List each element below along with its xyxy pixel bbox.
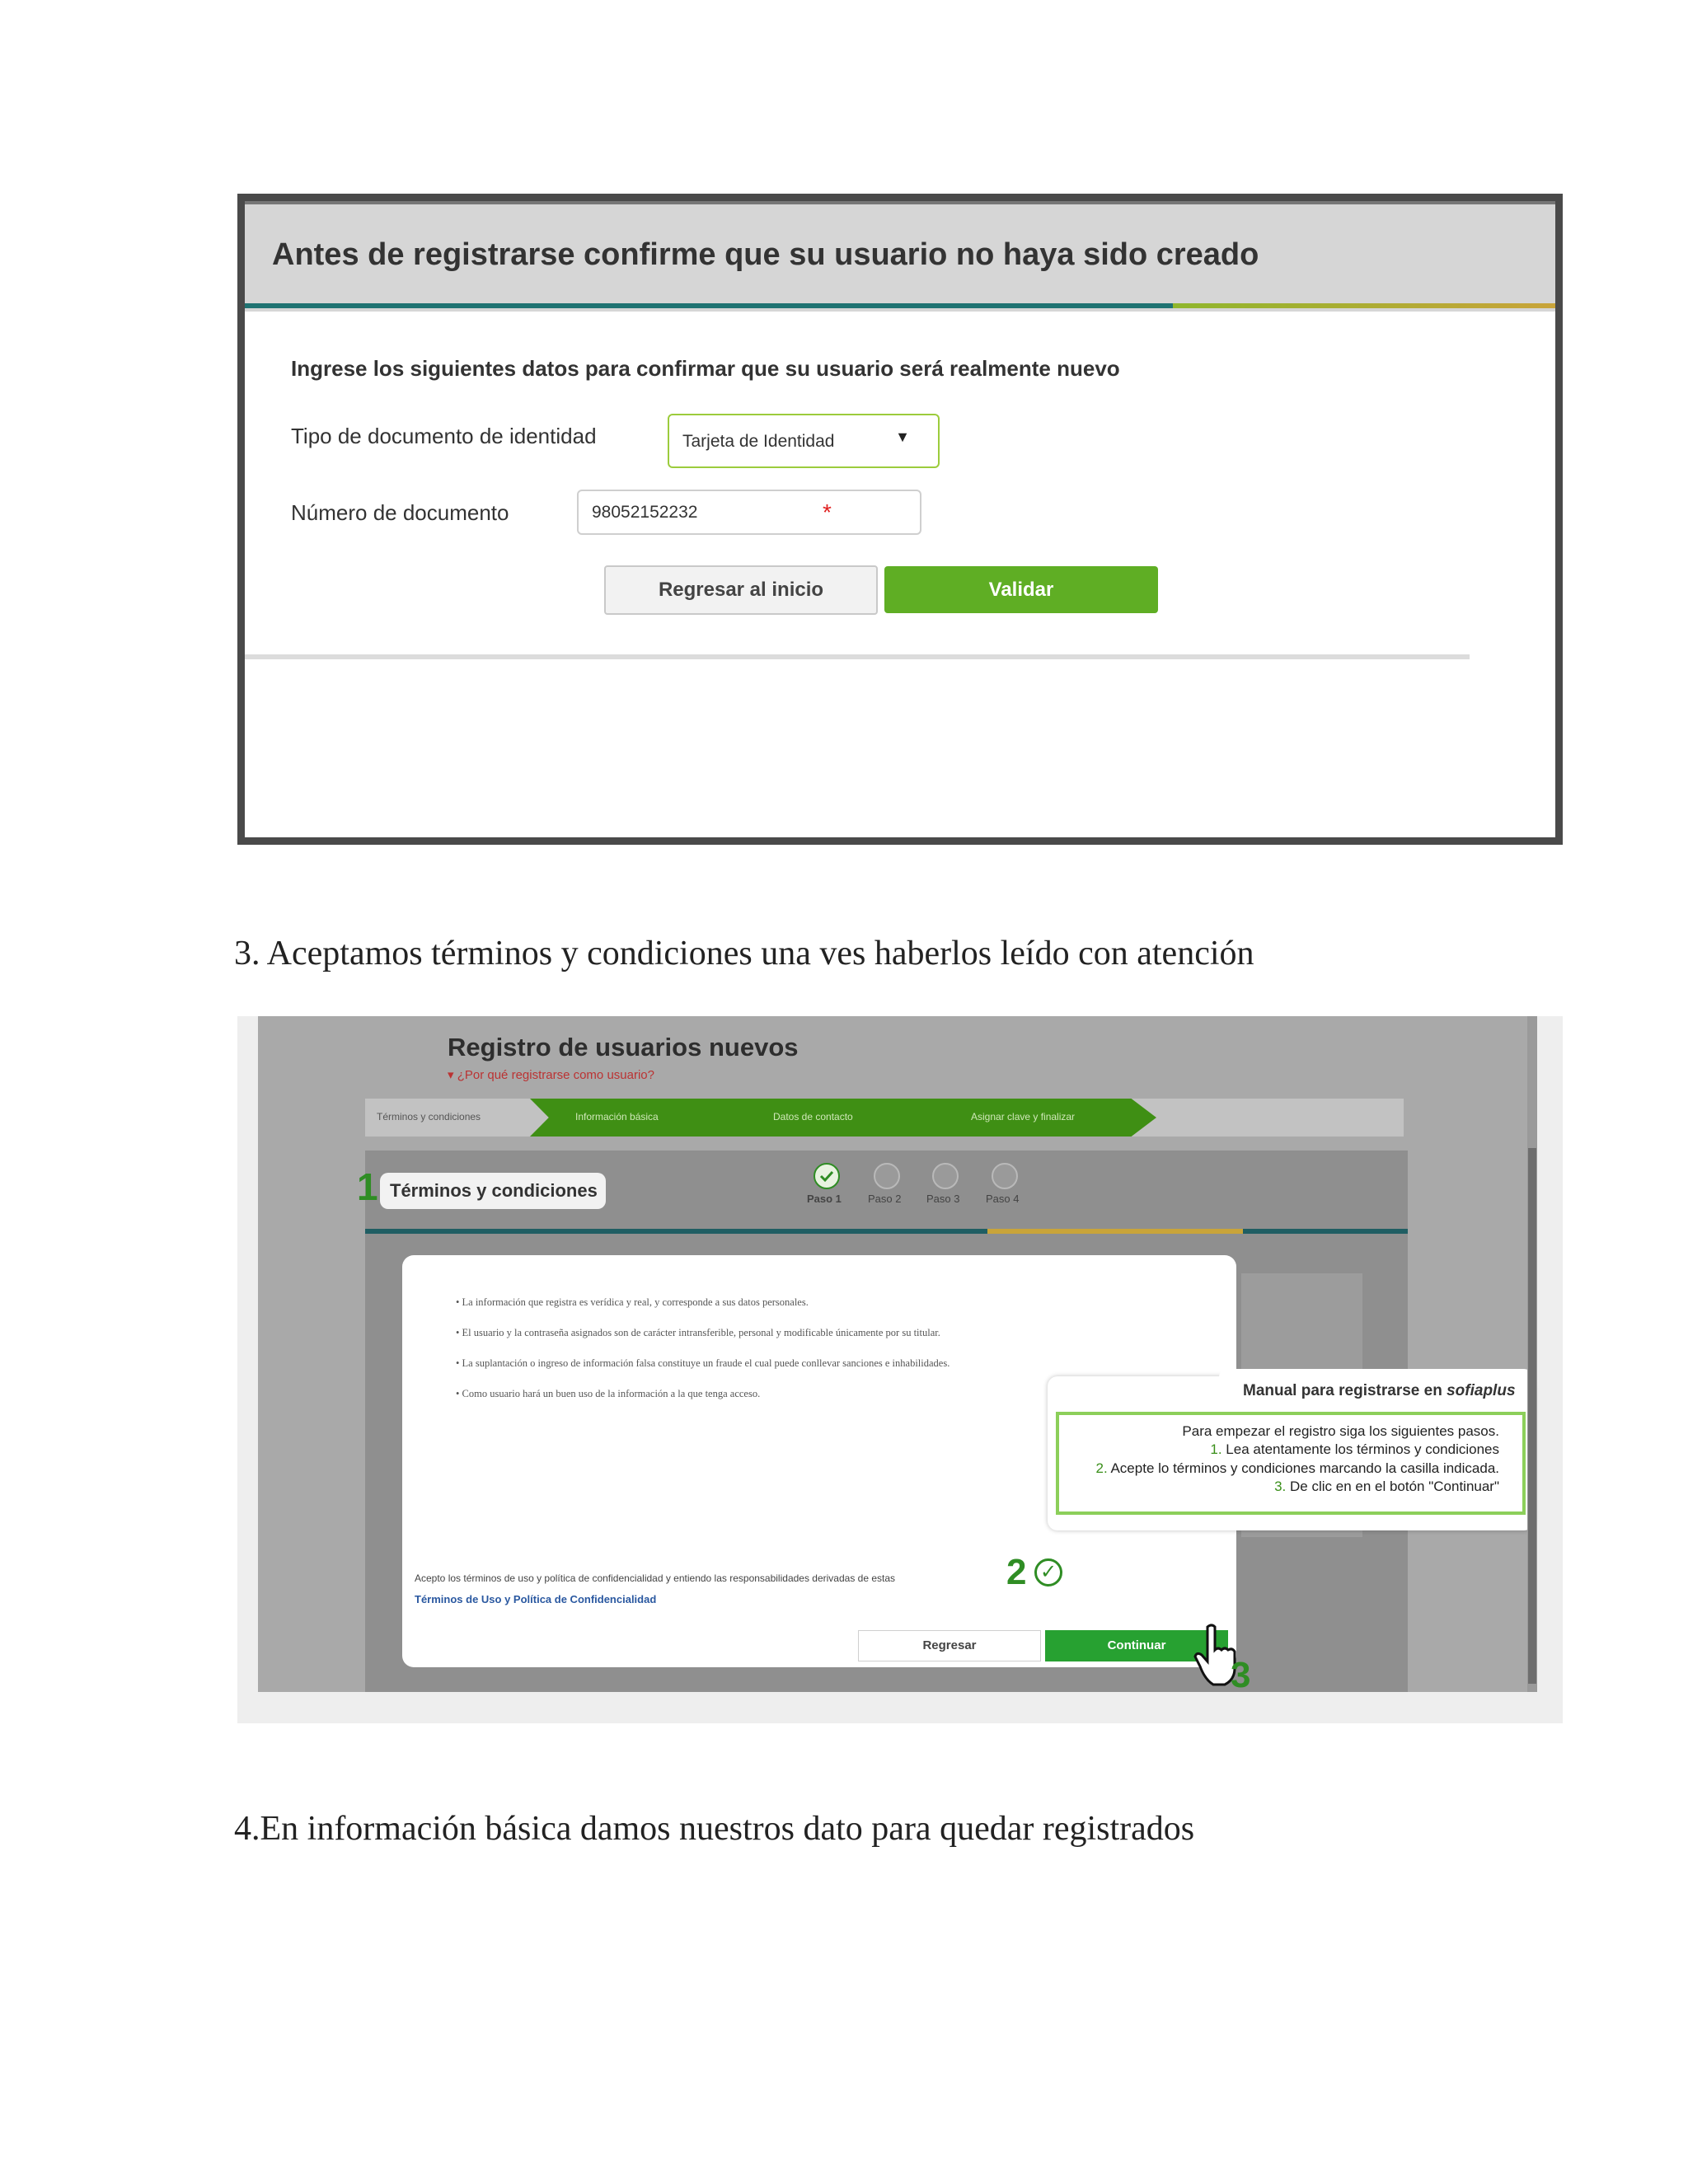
section-title: Términos y condiciones [380, 1173, 606, 1209]
step-label: Asignar clave y finalizar [971, 1111, 1076, 1122]
form-subtitle: Ingrese los siguientes datos para confirmar que su usuario será realmente nuevo [291, 356, 1120, 381]
doc-type-select[interactable] [668, 414, 940, 468]
step-circle-icon [932, 1163, 959, 1189]
header-accent-line-gold [1173, 303, 1555, 308]
terms-bullet: • Como usuario hará un buen uso de la información a la que tenga acceso. [456, 1388, 761, 1399]
doc-number-label: Número de documento [291, 500, 509, 525]
back-to-start-button[interactable]: Regresar al inicio [604, 565, 878, 615]
panel-accent-line-gold [987, 1229, 1243, 1234]
manual-step: 1. Lea atentamente los términos y condiciones [1210, 1441, 1499, 1457]
doc-number-input[interactable] [577, 490, 921, 535]
accept-terms-text: Acepto los términos de uso y política de confidencialidad y entiendo las responsabilidades derivadas de estas [415, 1572, 896, 1584]
screenshot-frame [258, 1016, 1537, 1695]
dropdown-arrow-icon: ▼ [895, 429, 910, 445]
terms-bullet: • La suplantación o ingreso de información falsa constituye un fraude el cual puede conllevar sanciones e inhabilidades. [456, 1357, 950, 1369]
back-button[interactable]: Regresar [858, 1630, 1041, 1661]
doc-type-label: Tipo de documento de identidad [291, 424, 597, 448]
terms-bullet: • El usuario y la contraseña asignados son de carácter intransferible, personal y modificable únicamente por su titular. [456, 1327, 940, 1338]
step-progress-bar [365, 1099, 1404, 1137]
manual-title: Manual para registrarse en sofiaplus [1243, 1382, 1516, 1399]
terms-screenshot [237, 1016, 1563, 1723]
form-header-title: Antes de registrarse confirme que su usuario no haya sido creado [272, 237, 1259, 272]
manual-step: 2. Acepte lo términos y condiciones marcando la casilla indicada. [1095, 1460, 1499, 1476]
why-register-link[interactable]: ▾ ¿Por qué registrarse como usuario? [448, 1068, 654, 1082]
form-header [245, 201, 1555, 312]
step-label: Datos de contacto [773, 1111, 853, 1122]
divider [245, 654, 1470, 659]
validate-button[interactable]: Validar [884, 566, 1158, 613]
step-4-paragraph: 4.En información básica damos nuestros dato para quedar registrados [234, 1810, 1195, 1848]
step-label-paso: Paso 2 [868, 1193, 902, 1205]
manual-steps-box [1056, 1412, 1526, 1515]
required-mark: * [823, 499, 832, 525]
doc-type-value: Tarjeta de Identidad [682, 432, 835, 451]
step-label-paso: Paso 4 [986, 1193, 1020, 1205]
step-label: Términos y condiciones [377, 1111, 481, 1122]
step-label: Información básica [575, 1111, 659, 1122]
header-accent-line [245, 303, 1173, 308]
manual-step: 3. De clic en en el botón "Continuar" [1274, 1479, 1499, 1494]
marker-3: 3 [1231, 1655, 1251, 1695]
accept-checkbox[interactable]: ✓ [1034, 1558, 1062, 1586]
manual-intro: Para empezar el registro siga los siguientes pasos. [1182, 1423, 1499, 1439]
terms-policy-link[interactable]: Términos de Uso y Política de Confidencialidad [415, 1593, 657, 1605]
step-label-paso: Paso 1 [807, 1193, 842, 1205]
scrollbar-thumb[interactable] [1528, 1148, 1536, 1684]
registration-title: Registro de usuarios nuevos [448, 1033, 799, 1062]
marker-2: 2 [1006, 1552, 1027, 1592]
terms-bullet: • La información que registra es verídica y real, y corresponde a sus datos personales. [456, 1296, 809, 1308]
step-3-paragraph: 3. Aceptamos términos y condiciones una ves haberlos leído con atención [234, 935, 1254, 972]
doc-number-value: 98052152232 [592, 503, 698, 522]
validation-screenshot [237, 194, 1563, 845]
step-done-icon [814, 1163, 840, 1189]
panel-accent-line [365, 1229, 1408, 1234]
step-circle-icon [874, 1163, 900, 1189]
continue-button[interactable]: Continuar [1045, 1630, 1228, 1661]
marker-1: 1 [357, 1165, 378, 1208]
step-label-paso: Paso 3 [926, 1193, 960, 1205]
step-circle-icon [992, 1163, 1018, 1189]
